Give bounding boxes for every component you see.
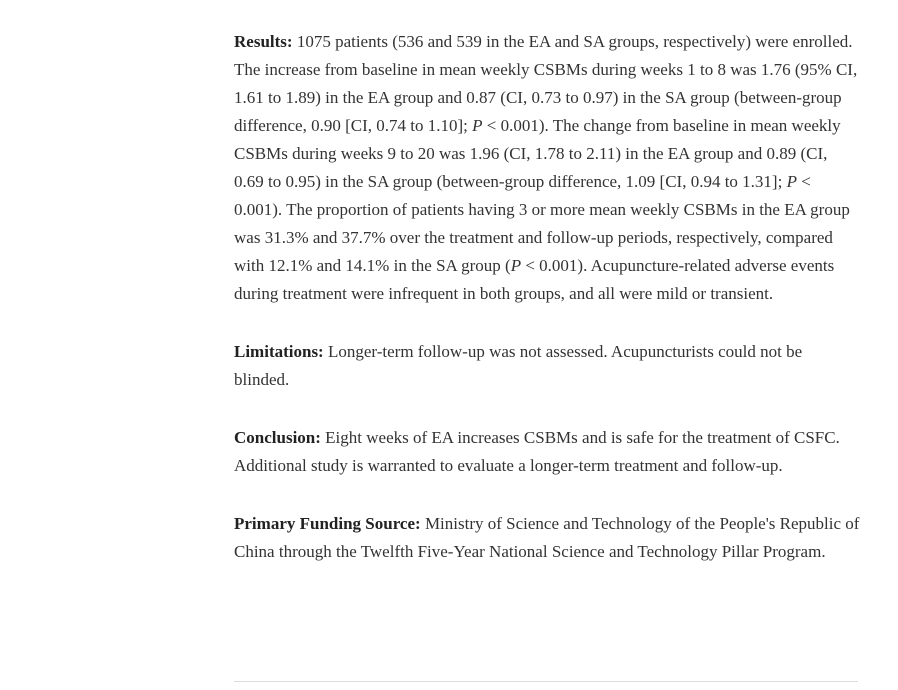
conclusion-text: Eight weeks of EA increases CSBMs and is safe for the treatment of CSFC. Additional study is warranted to evaluate a longer-term treatment and follow-up. [234, 428, 840, 475]
results-text: 1075 patients (536 and 539 in the EA and SA groups, respectively) were enrolled. The increase from baseline in mean weekly CSBMs during weeks 1 to 8 was 1.76 (95% CI, 1.61 to 1.89) in the EA group and 0.87 (CI, 0.73 to 0.97) in the SA group (between-group difference, 0.90 [CI, 0.74 to 1.10]; [234, 32, 858, 135]
limitations-label: Limitations: [234, 342, 324, 361]
conclusion-label: Conclusion: [234, 428, 321, 447]
funding-text: Ministry of Science and Technology of the People's Republic of China through the Twelfth Five-Year National Science and Technology Pillar Program. [234, 514, 860, 561]
p-value-symbol: P [786, 172, 797, 191]
results-text: < 0.001). Acupuncture-related adverse events during treatment were infrequent in both groups, and all were mild or transient. [234, 256, 835, 303]
p-value-symbol: P [510, 256, 522, 275]
conclusion-section [234, 424, 860, 480]
section-divider [234, 681, 858, 682]
results-label: Results: [234, 32, 293, 51]
results-text: < 0.001). The change from baseline in mean weekly CSBMs during weeks 9 to 20 was 1.96 (CI, 1.78 to 2.11) in the EA group and 0.89 (CI, 0.69 to 0.95) in the SA group (between-group difference, 1.09 [CI, 0.94 to 1.31]; [234, 116, 841, 191]
abstract-body [234, 28, 860, 596]
results-text: < 0.001). The proportion of patients having 3 or more mean weekly CSBMs in the EA group was 31.3% and 37.7% over the treatment and follow-up periods, respectively, compared with 12.1% and 14.1% in the SA group ( [234, 172, 850, 275]
funding-section [234, 510, 860, 566]
funding-label: Primary Funding Source: [234, 514, 421, 533]
limitations-section [234, 338, 860, 394]
results-section [234, 28, 860, 308]
limitations-text: Longer-term follow-up was not assessed. Acupuncturists could not be blinded. [234, 342, 803, 389]
p-value-symbol: P [472, 116, 483, 135]
